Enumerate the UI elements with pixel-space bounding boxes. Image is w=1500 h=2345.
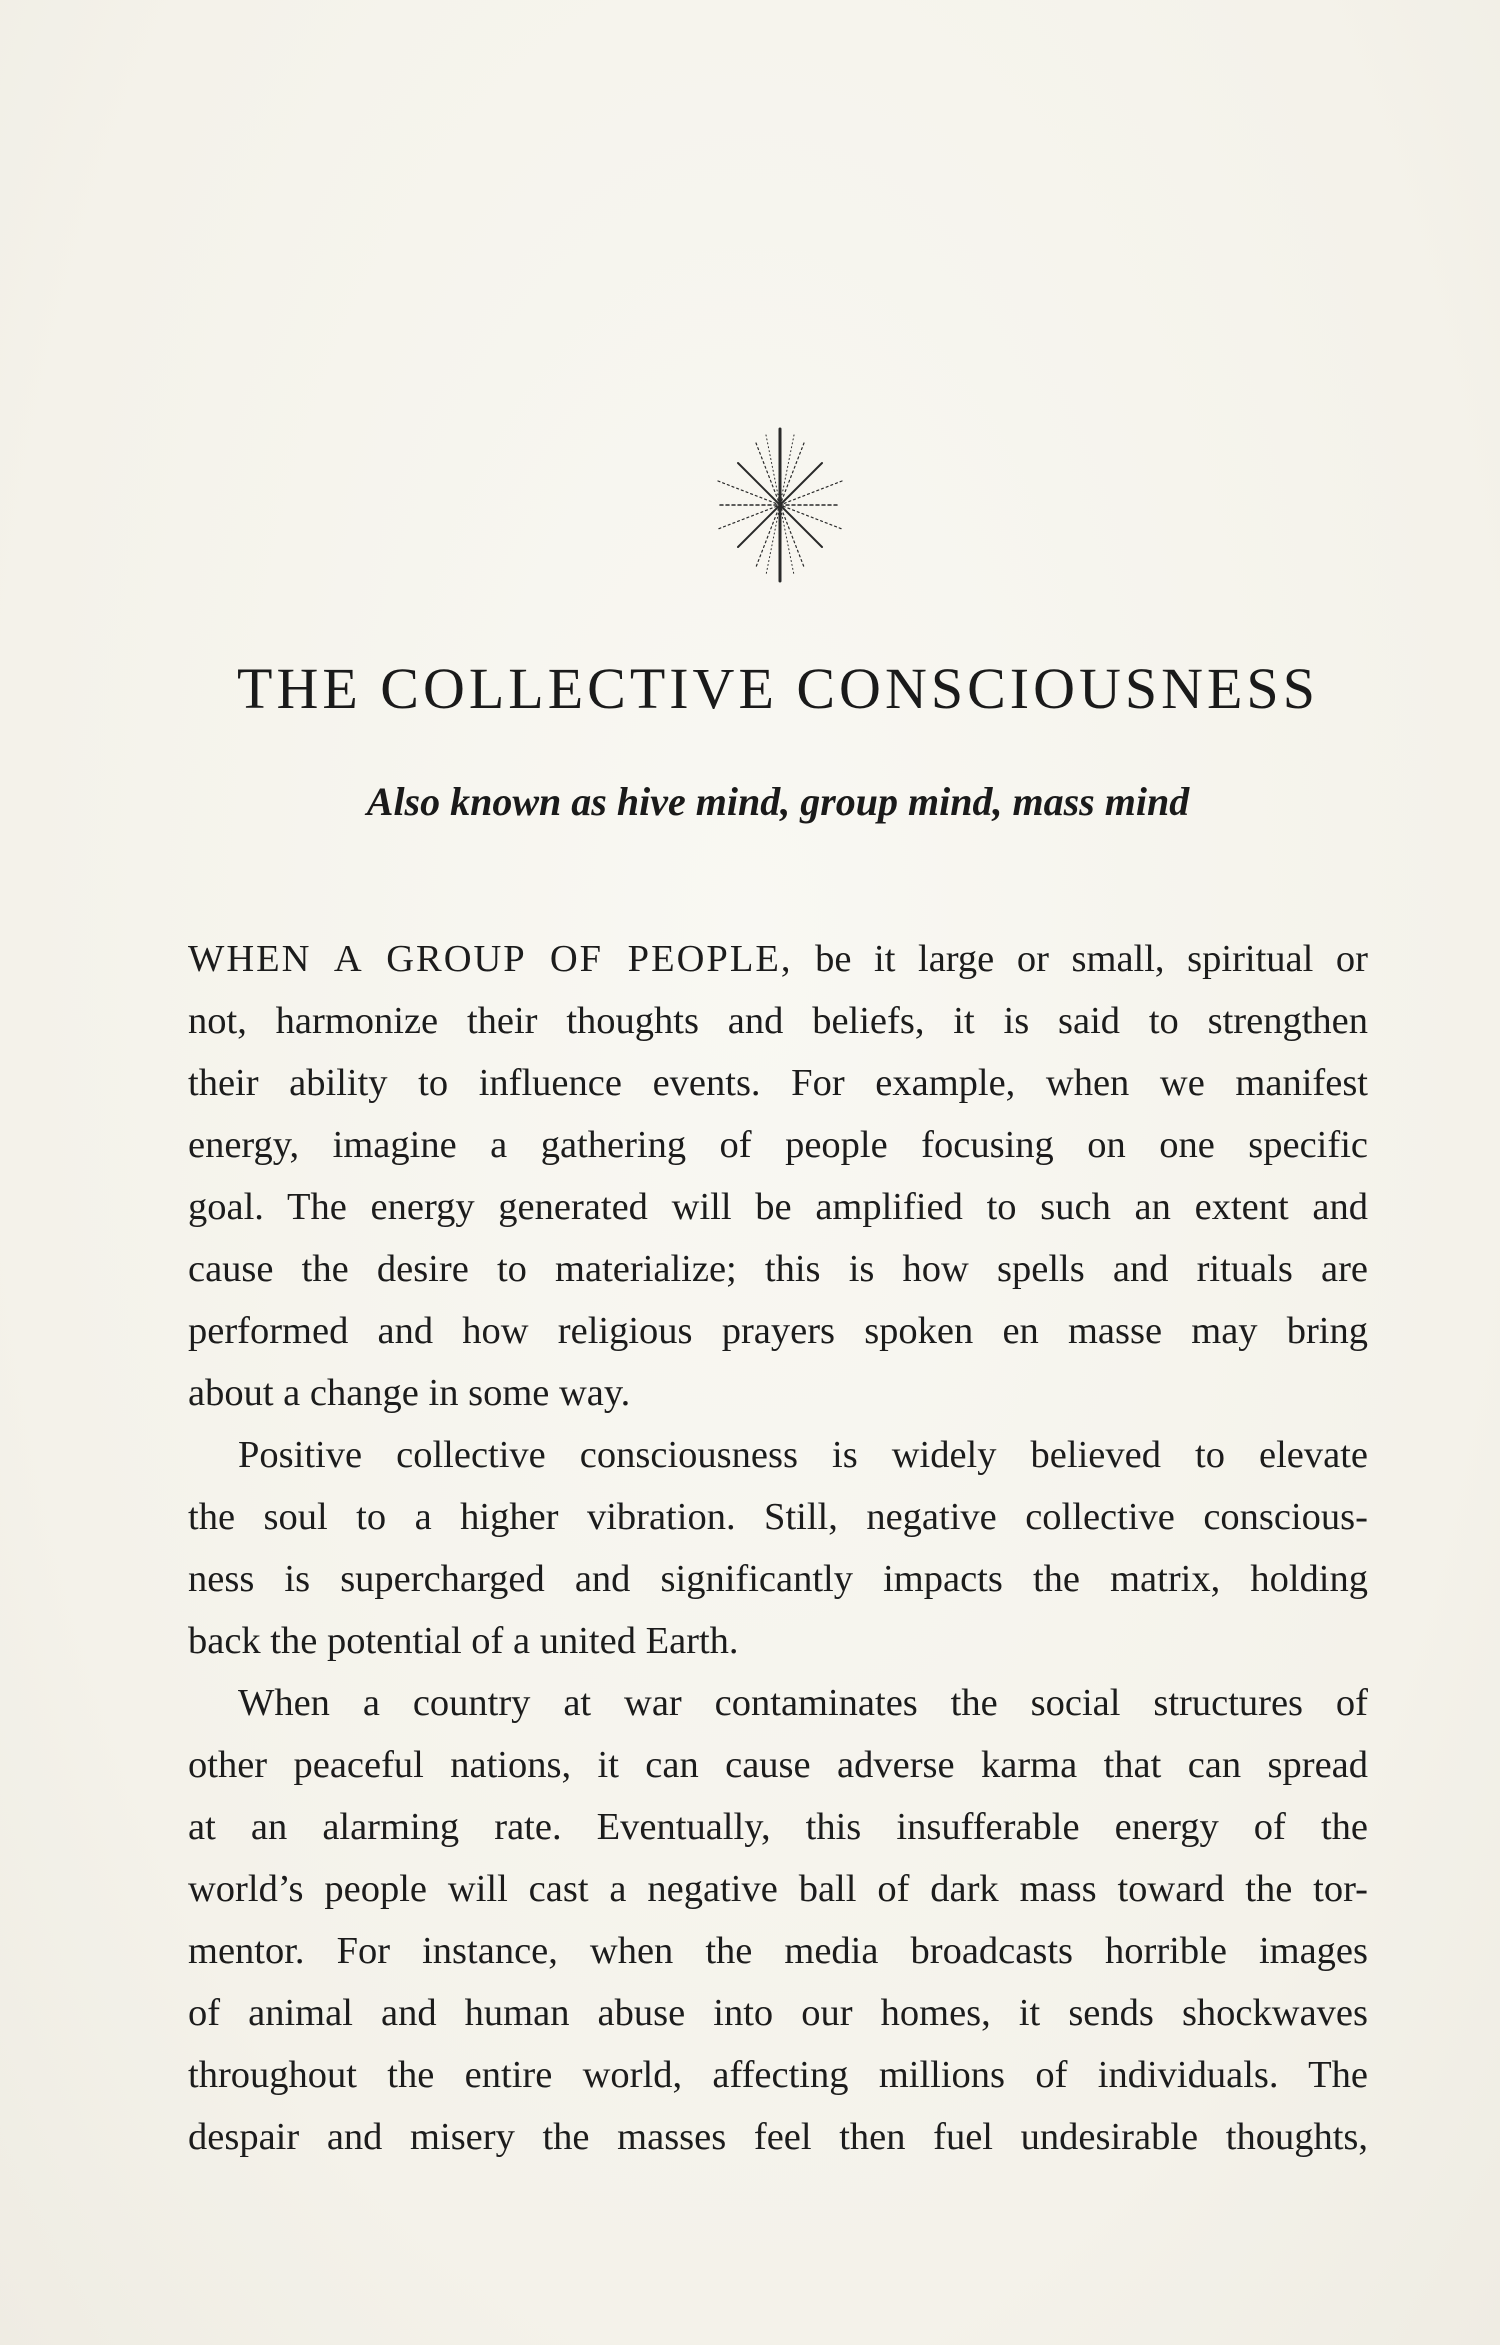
body-line: mentor. For instance, when the media broadcasts horrible images xyxy=(188,1930,1368,1972)
body-line: energy, imagine a gathering of people focusing on one specific xyxy=(188,1124,1368,1166)
body-text xyxy=(188,928,1368,2168)
body-line: at an alarming rate. Eventually, this insufferable energy of the xyxy=(188,1806,1368,1848)
body-line: their ability to influence events. For example, when we manifest xyxy=(188,1062,1368,1104)
body-line: goal. The energy generated will be amplified to such an extent and xyxy=(188,1186,1368,1228)
paragraph-start-line: When a country at war contaminates the social structures of xyxy=(238,1682,1368,1724)
paragraph-start-line: Positive collective consciousness is widely believed to elevate xyxy=(238,1434,1368,1476)
body-line: of animal and human abuse into our homes, it sends shockwaves xyxy=(188,1992,1368,2034)
chapter-subtitle: Also known as hive mind, group mind, mass mind xyxy=(366,779,1190,824)
body-line xyxy=(188,928,1368,990)
body-line-text: be it large or small, spiritual or xyxy=(792,938,1368,980)
lead-in-small-caps: WHEN A GROUP OF PEOPLE, xyxy=(188,938,793,980)
body-line: throughout the entire world, affecting millions of individuals. The xyxy=(188,2054,1368,2096)
starburst-ornament-icon xyxy=(700,425,860,585)
body-line: about a change in some way. xyxy=(188,1372,631,1414)
body-line: not, harmonize their thoughts and beliefs, it is said to strengthen xyxy=(188,1000,1368,1042)
body-line: world’s people will cast a negative ball of dark mass toward the tor- xyxy=(188,1868,1368,1910)
body-line: the soul to a higher vibration. Still, negative collective conscious- xyxy=(188,1496,1368,1538)
body-line: cause the desire to materialize; this is how spells and rituals are xyxy=(188,1248,1368,1290)
body-line: other peaceful nations, it can cause adverse karma that can spread xyxy=(188,1744,1368,1786)
body-line: despair and misery the masses feel then fuel undesirable thoughts, xyxy=(188,2116,1368,2158)
body-line: performed and how religious prayers spoken en masse may bring xyxy=(188,1310,1368,1352)
body-line: ness is supercharged and significantly impacts the matrix, holding xyxy=(188,1558,1368,1600)
body-line: back the potential of a united Earth. xyxy=(188,1620,739,1662)
chapter-title: THE COLLECTIVE CONSCIOUSNESS xyxy=(237,656,1319,721)
